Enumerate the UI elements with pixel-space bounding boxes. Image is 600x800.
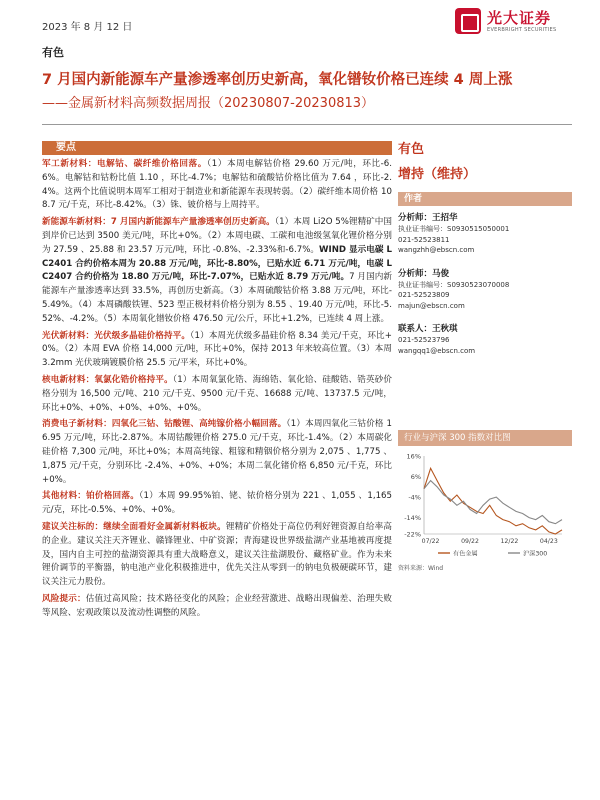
analyst-card [398, 268, 572, 312]
chart-source: 资料来源：Wind [398, 565, 444, 572]
analyst-name: 分析师：王招华 [398, 213, 458, 223]
analyst-email[interactable]: majun@ebscn.com [398, 301, 465, 310]
logo-english-name: EVERBRIGHT SECURITIES [487, 27, 557, 33]
analyst-email[interactable]: wangzhh@ebscn.com [398, 246, 475, 254]
key-point-text: 7 月国内新能源车产量渗透率达到 33.5%，再创历史新高。（3）本周硫酸钴价格 3.88 万元/吨，环比-5.49%。（4）本周磷酸铁锂、523 型正极材料价格分别为 8.55 、19.40 万元/吨，环比-5.52%、-4.2%。（5）本周氧化镨钕价格 476.50 元/公斤，环比+1.2%，已连续 4 周上涨。 [42, 272, 393, 324]
analyst-card [398, 212, 572, 256]
report-title: 7 月国内新能源车产量渗透率创历史新高，氧化镨钕价格已连续 4 周上涨 [42, 72, 513, 88]
report-date: 2023 年 8 月 12 日 [42, 22, 133, 33]
key-point-lead: 风险提示： [42, 593, 86, 604]
key-point-lead: 核电新材料：氧氯化锆价格持平。 [42, 374, 173, 385]
legend-label: 沪深300 [523, 550, 548, 558]
authors-header: 作者 [398, 192, 572, 206]
contact-card [398, 323, 572, 356]
y-tick-label: -14% [404, 514, 421, 523]
key-point-text: WIND 显示电碳 LC2401 合约价格本周为 20.88 万元/吨，环比-8.80%，已贴水近 6.71 万元/吨，电碳 LC2407 合约价格为 18.80 万元/吨，环比-7.07%，已贴水近 8.79 万元/吨。 [42, 244, 392, 283]
contact-email[interactable]: wangqq1@ebscn.com [398, 346, 476, 355]
key-point-paragraph [42, 330, 392, 371]
y-tick-label: -22% [404, 530, 421, 539]
key-point-text: （1）本周电解钴价格 29.60 万元/吨，环比-6.6%。电解钴和钴粉比值 1.10 ，环比-4.7%；电解钴和硫酸钴价格比值为 7.64 ，环比-2.4%。这两个比值说明本周军工相对于制造业和新能源车表现转弱。（2）碳纤维本周价格 108.7 元/千克，环比-8.42%。（3）铢、铍价格与上周持平。 [42, 159, 392, 211]
logo-name: 光大证券 [487, 9, 552, 27]
logo-mark-icon [455, 8, 481, 34]
key-point-text: 估值过高风险；技术路径变化的风险；企业经营激进、战略出现偏差、治理失败等风险、宏观政策以及流动性调整的风险。 [42, 593, 392, 618]
key-point-paragraph [42, 521, 392, 590]
key-point-lead: 消费电子新材料：四氧化三钴、钴酸锂、高纯镓价格小幅回落。 [42, 419, 287, 430]
rating: 增持（维持） [398, 167, 477, 182]
analyst-license: 执业证书编号：S0930515050001 [398, 225, 510, 233]
key-point-lead: 建议关注标的：继续全面看好金属新材料板块。 [42, 521, 226, 532]
key-points-body [42, 158, 392, 624]
key-point-paragraph [42, 593, 392, 621]
key-point-paragraph [42, 490, 392, 518]
divider [42, 124, 572, 125]
x-tick-label: 12/22 [500, 538, 519, 545]
comparison-chart [398, 448, 572, 568]
y-tick-label: 6% [410, 473, 421, 482]
analyst-phone: 021-52523809 [398, 291, 450, 299]
key-point-text: 锂精矿价格处于高位仍利好锂资源自给率高的企业。建议关注天齐锂业、赣锋锂业、中矿资源；青海建设世界级盐湖产业基地被再度提及，国内自主可控的盐湖资源具有重大战略意义，建议关注盐湖股份、藏格矿业。作为未来锂价调节的平衡器，钠电池产业化积极推进中，优先关注从零到一的钠电负极硬碳环节，建议关注元力股份。 [42, 521, 392, 588]
analyst-phone: 021-52523811 [398, 235, 450, 244]
report-subtitle: ——金属新材料高频数据周报（20230807-20230813） [42, 96, 375, 111]
company-logo [455, 6, 565, 40]
x-tick-label: 04/23 [539, 538, 558, 545]
series-line [424, 468, 562, 534]
key-point-text: （1）本周 Li2O 5%锂精矿中国到岸价已达到 3500 美元/吨，环比+0%。（2）本周电碳、工碳和电池级氢氧化锂价格分别为 27.59 、25.88 和 23.57 万元/吨，环比 -0.8%、-2.33%和-6.7%。 [42, 217, 392, 255]
series-line [424, 481, 562, 524]
x-tick-label: 09/22 [461, 538, 479, 545]
analyst-license: 执业证书编号：S0930523070008 [398, 280, 510, 289]
key-point-paragraph [42, 216, 392, 326]
y-tick-label: 16% [406, 452, 421, 461]
sidebar [398, 138, 572, 356]
key-point-paragraph [42, 374, 392, 415]
chart-title: 行业与沪深 300 指数对比图 [398, 430, 572, 446]
contact-phone: 021-52523796 [398, 336, 450, 344]
key-point-text: （1）本周 99.95%铂、铑、铱价格分别为 221 、1,055 、1,165 元/克，环比-0.5%、+0%、+0%。 [42, 491, 392, 516]
key-points-header: 要点 [42, 141, 392, 155]
key-point-text: （1）本周四氧化三钴价格 16.95 万元/吨，环比-2.87%。本周钴酸锂价格 275.0 元/千克，环比-1.4%。（2）本周碳化硅价格 7,300 元/吨，环比+0%；本周高纯镓、粗镓和精铟价格分别为 2,075 、1,775 、1,875 元/千克，分别环比 -2.4%、+0%、+0%；本周二氧化锗价格 6,850 元/千克，环比+0%。 [42, 419, 392, 485]
analyst-name: 分析师：马俊 [398, 268, 450, 279]
legend-label: 有色金属 [453, 550, 478, 558]
key-point-lead: 光伏新材料：光伏级多晶硅价格持平。 [42, 330, 191, 341]
key-point-lead: 新能源车新材料：7 月国内新能源车产量渗透率创历史新高。 [42, 217, 275, 228]
key-point-paragraph [42, 418, 392, 487]
key-point-paragraph [42, 158, 392, 213]
sector-label: 有色 [42, 46, 64, 59]
sidebar-sector: 有色 [398, 142, 425, 157]
key-point-lead: 其他材料：铂价格回落。 [42, 491, 140, 502]
key-point-text: （1）本周氧氯化锆、海绵锆、氧化铪、硅酸锆、锆英砂价格分别为 16,500 元/吨、210 元/千克、9500 元/千克、16688 元/吨、13737.5 元/吨，环比+0%、+0%、+0%、+0%、+0%。 [42, 374, 392, 413]
chart-svg [398, 448, 572, 566]
x-tick-label: 07/22 [421, 538, 440, 545]
y-tick-label: -4% [408, 493, 421, 502]
contact-name: 联系人：王秋琪 [398, 324, 458, 334]
key-point-text: （1）本周光伏级多晶硅价格 8.34 美元/千克，环比+0%。（2）本周 EVA 价格 14,000 元/吨，环比+0%，保持 2013 年来较高位置。（3）本周 3.2mm 光伏玻璃镀膜价格 25.5 元/平米，环比+0%。 [42, 330, 392, 369]
key-point-lead: 军工新材料：电解钴、碳纤维价格回落。 [42, 159, 207, 169]
